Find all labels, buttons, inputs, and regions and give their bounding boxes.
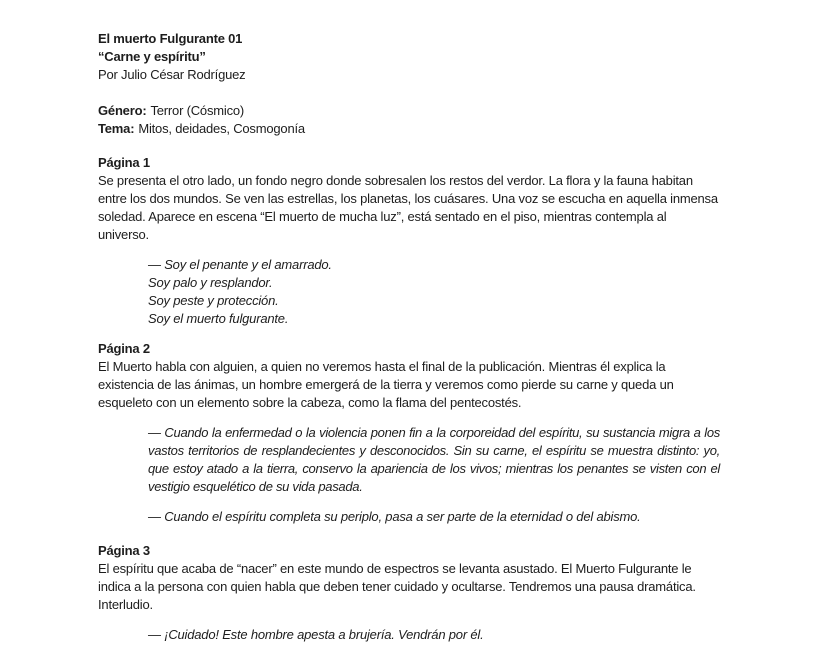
document-subtitle: “Carne y espíritu” [98,49,206,64]
theme-label: Tema: [98,121,135,136]
theme-value: Mitos, deidades, Cosmogonía [138,121,305,136]
section-body: El espíritu que acaba de “nacer” en este mundo de espectros se levanta asustado. El Muerto Fulgurante le indica a la persona con quien habla que deben tener cuidado y ocultarse. Tendremos una pausa dramática. Interludio. [98,561,696,612]
quote-line: Soy peste y protección. [148,293,279,308]
section-body: Se presenta el otro lado, un fondo negro donde sobresalen los restos del verdor. La flora y la fauna habitan entre los dos mundos. Se ven las estrellas, los planetas, los cuásares. Una voz se escucha en aquella inmensa soledad. Aparece en escena “El muerto de mucha luz”, está sentado en el piso, mientras contempla al universo. [98,173,718,242]
theme-line [98,120,720,138]
quote-line: — Soy el penante y el amarrado. [148,257,332,272]
document-title: El muerto Fulgurante 01 [98,31,243,46]
section-pagina-2 [98,340,720,526]
section-heading: Página 3 [98,543,150,558]
dialogue-quote: — Cuando la enfermedad o la violencia ponen fin a la corporeidad del espíritu, su sustancia migra a los vastos territorios de resplandecientes y desconocidos. Sin su carne, el espíritu se muestra distinto: yo, que estoy atado a la tierra, conservo la apariencia de los vivos; mientras los penantes se visten con el vestigio esquelético de su vida pasada. [148,425,720,494]
section-heading: Página 2 [98,341,150,356]
document-header [98,30,720,84]
section-body: El Muerto habla con alguien, a quien no veremos hasta el final de la publicación. Mientras él explica la existencia de las ánimas, un hombre emergerá de la tierra y veremos como pierde su carne y queda un esqueleto con un elemento sobre la cabeza, como la flama del pentecostés. [98,359,674,410]
section-pagina-1 [98,154,720,328]
genre-value: Terror (Cósmico) [150,103,245,118]
section-heading: Página 1 [98,155,150,170]
document-content [98,30,720,644]
genre-label: Género: [98,103,147,118]
quote-line: Soy palo y resplandor. [148,275,273,290]
document-byline: Por Julio César Rodríguez [98,67,246,82]
document-meta [98,102,720,138]
verse-quote-block [148,256,720,328]
section-pagina-3 [98,542,720,644]
dialogue-quote: — ¡Cuidado! Este hombre apesta a brujería. Vendrán por él. [148,627,484,642]
dialogue-quote: — Cuando el espíritu completa su periplo, pasa a ser parte de la eternidad o del abismo. [148,509,641,524]
quote-line: Soy el muerto fulgurante. [148,311,289,326]
genre-line [98,102,720,120]
